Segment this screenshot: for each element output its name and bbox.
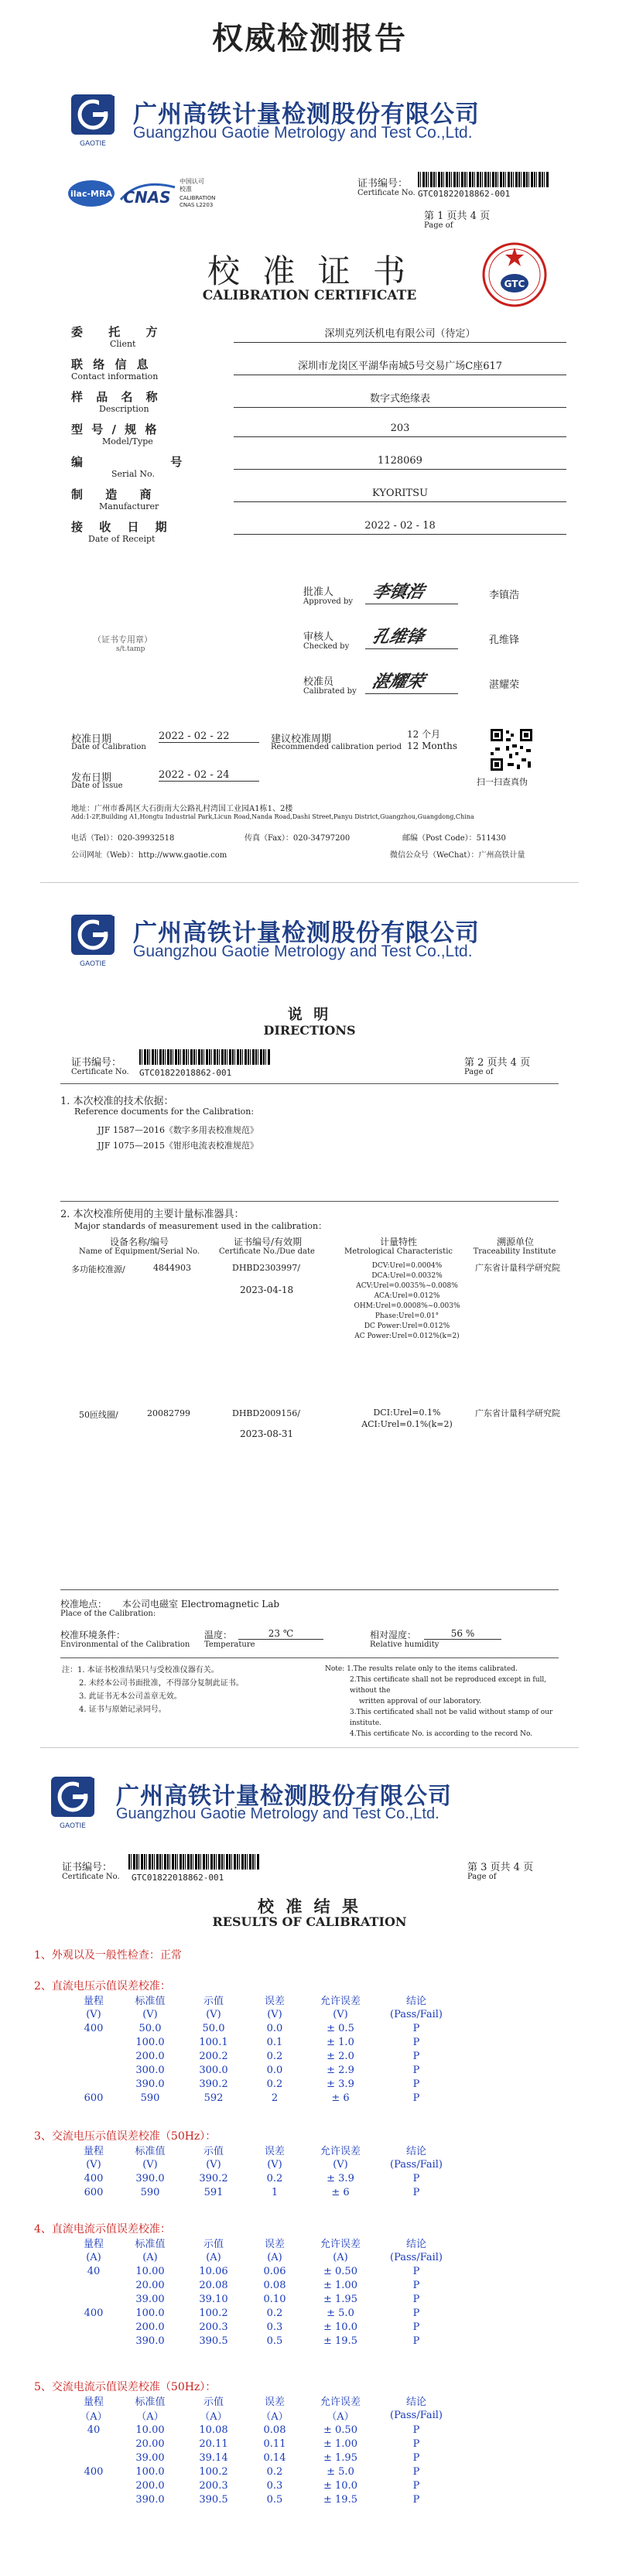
temp-label-en: Temperature (204, 1640, 255, 1649)
field-label-cn: 制 造 商 (71, 487, 161, 501)
env-label-en: Environmental of the Calibration (60, 1640, 190, 1649)
page-indicator-en: Page of (424, 221, 453, 230)
results-table-dci (68, 2236, 455, 2348)
table-row: 39.00 39.10 0.10 ± 1.95 P (135, 2293, 420, 2305)
address-cn: 地址：广州市番禺区大石街南大公路礼村湾国工业园A1栋1、2楼 (71, 805, 293, 813)
interval-value: 12 个月 12 Months (407, 729, 458, 751)
cal-date-value: 2022 - 02 - 22 (159, 730, 259, 743)
issue-date-label-en: Date of Issue (71, 782, 123, 790)
cal-date-label-cn: 校准日期 (71, 734, 112, 745)
place-label-cn: 校准地点： (60, 1599, 108, 1610)
table-row: 600 590 591 1 ± 6 P (84, 2186, 420, 2198)
ilac-logo (67, 178, 116, 209)
stamp-note-en: s/t.tamp (116, 645, 145, 653)
svg-text:GTC: GTC (504, 279, 525, 289)
cert-no-label-en: Certificate No. (71, 1068, 129, 1076)
barcode-icon (128, 1854, 260, 1870)
field-receipt-date (71, 518, 566, 551)
table-unit-row: (A) (A) (A) (A) (A) (Pass/Fail) (86, 2251, 443, 2263)
certificate-title-cn: 校 准 证 书 (207, 252, 412, 290)
table-row: 40 10.00 10.06 0.06 ± 0.50 P (87, 2265, 420, 2277)
signer-name: 孔维锋 (489, 635, 520, 646)
results-table (68, 2393, 455, 2506)
signature-approved: 李镇浩 (370, 582, 427, 602)
std-spec: DCI:Urel=0.1% ACI:Urel=0.1%(k=2) (361, 1408, 453, 1429)
field-label-en: Manufacturer (99, 501, 159, 511)
humidity-label-cn: 相对湿度： (370, 1630, 417, 1640)
directions-title-en: DIRECTIONS (263, 1023, 356, 1038)
svg-text:GAOTIE: GAOTIE (60, 1822, 86, 1830)
table-row: 39.00 39.14 0.14 ± 1.95 P (135, 2451, 420, 2464)
signer-role-en: Checked by (303, 642, 350, 651)
cert-no-label-cn: 证书编号： (62, 1862, 113, 1873)
svg-text:GAOTIE: GAOTIE (80, 960, 106, 968)
signature-checked: 孔维锋 (370, 627, 427, 647)
field-value: KYORITSU (234, 487, 566, 502)
field-contact (71, 356, 566, 388)
section-title: 3、交流电压示值误差校准（50Hz）： (34, 2130, 217, 2143)
stamp-note-cn: （证书专用章） (93, 635, 152, 645)
std-header-cn: 证书编号/有效期 (233, 1237, 303, 1247)
std-institute: 广东省计量科学研究院 (475, 1263, 560, 1273)
std-header-cn: 计量特性 (379, 1237, 417, 1247)
signer-approved (303, 582, 559, 627)
interval-label-cn: 建议校准周期 (271, 734, 332, 745)
field-model (71, 421, 566, 453)
field-label-cn: 委 托 方 (71, 325, 169, 339)
notes-en: Note: 1.The results relate only to the items calibrated. 2.This certificate shall not be reproduced except in full, without the written approval of our laboratory. 3.This certificated shall not be valid without stamp of our institute. 4.This certificate No. is according to the record No. (325, 1665, 553, 1738)
std-due: 2023-08-31 (240, 1428, 294, 1439)
cert-no-label-cn: 证书编号： (71, 1057, 122, 1069)
results-table (68, 2143, 455, 2199)
field-value: 2022 - 02 - 18 (234, 520, 566, 535)
table-row: 200.0 200.2 0.2 ± 2.0 P (135, 2050, 420, 2062)
appearance-check: 1、外观以及一般性检查：正常 (34, 1949, 182, 1962)
field-client (71, 323, 566, 356)
cal-date-label-en: Date of Calibration (71, 743, 146, 751)
field-label-cn: 接 收 日 期 (71, 520, 173, 534)
signer-role-en: Calibrated by (303, 687, 357, 696)
cert-no-label-en: Certificate No. (357, 189, 416, 197)
results-title-en: RESULTS OF CALIBRATION (212, 1914, 407, 1929)
std-name: 50匝线圈/ (79, 1410, 118, 1420)
qr-caption: 扫一扫查真伪 (477, 777, 528, 787)
table-row: 20.00 20.08 0.08 ± 1.00 P (135, 2279, 420, 2291)
std-header-cn: 设备名称/编号 (109, 1237, 169, 1247)
cnas-logo (116, 176, 178, 210)
field-label-en: Client (110, 339, 136, 349)
signer-name: 湛耀荣 (489, 679, 520, 691)
std-due: 2023-04-18 (240, 1285, 294, 1295)
rule-line (60, 1201, 559, 1202)
cnas-caption-en: CALIBRATION CNAS L2203 (180, 195, 216, 208)
tech-docs-title-en: Reference documents for the Calibration: (74, 1107, 255, 1117)
address-en: Add:1-2F,Building A1,Hongtu Industrial Park,Licun Road,Nanda Road,Dashi Street,Panyu District,Guangzhou,Guangdong,China (71, 813, 474, 820)
humidity-label-en: Relative humidity (370, 1640, 439, 1649)
standards-title-cn: 2. 本次校准所使用的主要计量标准器具： (60, 1209, 245, 1220)
table-header-row: 量程 标准值 示值 误差 允许误差 结论 (83, 2239, 426, 2250)
table-row: 400 100.0 100.2 0.2 ± 5.0 P (84, 2465, 420, 2478)
signer-checked (303, 627, 559, 672)
table-row: 200.0 200.3 0.3 ± 10.0 P (135, 2321, 420, 2333)
field-serial (71, 453, 566, 486)
barcode-icon (139, 1049, 271, 1065)
certificate-title-en: CALIBRATION CERTIFICATE (202, 288, 417, 303)
field-value: 1128069 (234, 455, 566, 470)
field-label-cn: 型 号 / 规 格 (71, 422, 159, 436)
svg-text:ilac-MRA: ilac-MRA (70, 189, 112, 199)
std-header-en: Traceability Institute (473, 1247, 556, 1256)
std-serial: 4844903 (153, 1263, 191, 1273)
std-cert: DHBD2303997/ (232, 1263, 301, 1273)
std-name: 多功能校准源/ (71, 1264, 125, 1274)
notes-cn: 注：1. 本证书校准结果只与受校准仪器有关。 2. 未经本公司书面批准，不得部分复制此证书。 3. 此证书无本公司盖章无效。 4. 证书与原始记录同号。 (62, 1666, 244, 1714)
signer-role-cn: 校准员 (303, 676, 334, 688)
tel: 电话（Tel）：020-39932518 (71, 834, 175, 843)
std-header-en: Metrological Characteristic (344, 1247, 453, 1256)
table-row: 40 10.00 10.08 0.08 ± 0.50 P (87, 2424, 420, 2436)
std-institute: 广东省计量科学研究院 (475, 1408, 560, 1418)
table-row: 20.00 20.11 0.11 ± 1.00 P (135, 2437, 420, 2450)
table-unit-row: （A） （A） （A） （A） （A） (Pass/Fail) (80, 2410, 443, 2423)
signer-role-en: Approved by (303, 597, 354, 606)
field-value: 深圳市龙岗区平湖华南城5号交易广场C座617 (234, 357, 566, 375)
table-row: 300.0 300.0 0.0 ± 2.9 P (135, 2064, 420, 2076)
std-header-cn: 溯源单位 (496, 1237, 534, 1247)
std-header-en: Certificate No./Due date (219, 1247, 315, 1256)
field-label-cn: 联 络 信 息 (71, 357, 152, 371)
cert-no-label-en: Certificate No. (62, 1873, 120, 1881)
env-label-cn: 校准环境条件： (60, 1630, 126, 1640)
rule-line (60, 1083, 559, 1084)
signer-role-cn: 批准人 (303, 587, 334, 598)
page-indicator-cn: 第 2 页共 4 页 (464, 1057, 531, 1069)
field-value: 203 (234, 422, 566, 437)
signer-role-cn: 审核人 (303, 631, 334, 643)
company-name-cn: 广州高铁计量检测股份有限公司 (116, 1783, 452, 1810)
cert-no-label-cn: 证书编号： (357, 178, 409, 190)
page-indicator-cn: 第 1 页共 4 页 (424, 210, 491, 222)
section-title: 4、直流电流示值误差校准： (34, 2223, 171, 2236)
field-value: 数字式绝缘表 (234, 390, 566, 408)
company-name-en: Guangzhou Gaotie Metrology and Test Co.,Ltd. (133, 124, 473, 142)
field-value: 深圳克列沃机电有限公司（待定） (234, 325, 566, 343)
std-serial: 20082799 (147, 1408, 190, 1418)
standards-title-en: Major standards of measurement used in the calibration： (74, 1221, 327, 1231)
section-title: 2、直流电压示值误差校准： (34, 1980, 171, 1993)
company-name-en: Guangzhou Gaotie Metrology and Test Co.,Ltd. (133, 942, 473, 960)
field-description (71, 388, 566, 421)
results-table (68, 1993, 455, 2105)
rule-line (60, 1589, 559, 1590)
table-row: 200.0 200.3 0.3 ± 10.0 P (135, 2479, 420, 2492)
table-row: 600 590 592 2 ± 6 P (84, 2092, 420, 2104)
barcode-icon (418, 172, 549, 187)
svg-text:GAOTIE: GAOTIE (80, 140, 106, 148)
company-name-en: Guangzhou Gaotie Metrology and Test Co.,Ltd. (116, 1805, 439, 1822)
table-unit-row: (V) (V) (V) (V) (V) (Pass/Fail) (86, 2008, 443, 2020)
cnas-caption-cn: 中国认可 校准 (180, 178, 204, 193)
rule-line (60, 1657, 559, 1658)
tech-doc-item: JJF 1075—2015《钳形电流表校准规范》 (97, 1141, 258, 1151)
company-logo (48, 1774, 97, 1834)
std-cert: DHBD2009156/ (232, 1408, 301, 1418)
page-indicator-en: Page of (467, 1873, 497, 1881)
issue-date-value: 2022 - 02 - 24 (159, 769, 259, 782)
svg-text:CNAS: CNAS (123, 188, 171, 207)
company-seal-icon (480, 240, 549, 310)
temp-label-cn: 温度： (204, 1630, 233, 1640)
table-unit-row: (V) (V) (V) (V) (V) (Pass/Fail) (86, 2158, 443, 2171)
field-label-cn: 样 品 名 称 (71, 390, 162, 404)
company-logo (68, 91, 118, 152)
website-link[interactable]: 公司网址（Web）：http://www.gaotie.com (71, 851, 227, 860)
field-manufacturer (71, 486, 566, 518)
company-name-cn: 广州高铁计量检测股份有限公司 (133, 101, 480, 128)
company-logo (68, 912, 118, 972)
cert-no-value: GTC01822018862-001 (132, 1873, 224, 1883)
results-table (68, 2236, 455, 2348)
interval-label-en: Recommended calibration period (271, 743, 402, 751)
field-label-en: Contact information (71, 371, 159, 381)
field-label-en: Description (99, 404, 149, 414)
page-divider (40, 882, 579, 883)
table-header-row: 量程 标准值 示值 误差 允许误差 结论 (83, 1996, 426, 2007)
table-header-row: 量程 标准值 示值 误差 允许误差 结论 (83, 2396, 426, 2408)
wechat: 微信公众号（WeChat）：广州高铁计量 (390, 851, 525, 860)
place-value: 本公司电磁室 Electromagnetic Lab (122, 1599, 280, 1610)
cert-no-value: GTC01822018862-001 (139, 1068, 232, 1078)
results-table-aci (68, 2393, 455, 2506)
fax: 传真（Fax）：020-34797200 (245, 834, 351, 843)
signers-block (303, 582, 559, 717)
temp-value: 23 ℃ (238, 1628, 323, 1640)
table-row: 100.0 100.1 0.1 ± 1.0 P (135, 2036, 420, 2048)
post-code: 邮编（Post Code）：511430 (402, 834, 506, 843)
signer-calibrated (303, 672, 559, 717)
page-indicator-en: Page of (464, 1068, 494, 1076)
table-row: 390.0 390.5 0.5 ± 19.5 P (135, 2335, 420, 2347)
std-spec: DCV:Urel=0.0004% DCA:Urel=0.0032% ACV:Urel=0.0035%~0.008% ACA:Urel=0.012% OHM:Urel=0.0008%~0.003% Phase:Urel=0.01° DC Power:Urel=0.012% AC Power:Urel=0.012%(k=2) (354, 1262, 460, 1340)
cert-no-value: GTC01822018862-001 (418, 189, 511, 199)
table-row: 400 100.0 100.2 0.2 ± 5.0 P (84, 2307, 420, 2319)
page-divider (40, 1747, 579, 1748)
field-label-en: Model/Type (102, 436, 153, 446)
company-name-cn: 广州高铁计量检测股份有限公司 (133, 919, 480, 947)
qr-code-icon[interactable] (489, 727, 534, 772)
results-table-dcv (68, 1993, 455, 2105)
place-label-en: Place of the Calibration: (60, 1610, 156, 1618)
directions-title-cn: 说 明 (287, 1006, 332, 1023)
table-row: 390.0 390.5 0.5 ± 19.5 P (135, 2493, 420, 2506)
results-title-cn: 校 准 结 果 (258, 1897, 361, 1916)
table-row: 390.0 390.2 0.2 ± 3.9 P (135, 2078, 420, 2090)
signature-calibrated: 湛耀荣 (370, 672, 427, 692)
signer-name: 李镇浩 (489, 590, 520, 601)
tech-docs-title-cn: 1. 本次校准的技术依据： (60, 1096, 174, 1107)
tech-doc-item: JJF 1587—2016《数字多用表校准规范》 (97, 1125, 258, 1135)
field-label-cn: 编 号 (71, 455, 224, 469)
certificate-fields (71, 323, 566, 551)
table-row: 400 50.0 50.0 0.0 ± 0.5 P (84, 2022, 420, 2034)
document-title: 权威检测报告 (212, 21, 407, 56)
section-title: 5、交流电流示值误差校准（50Hz）： (34, 2381, 217, 2393)
field-label-en: Date of Receipt (88, 534, 156, 544)
page-indicator-cn: 第 3 页共 4 页 (467, 1862, 534, 1873)
results-table-acv (68, 2143, 455, 2199)
table-row: 400 390.0 390.2 0.2 ± 3.9 P (84, 2172, 420, 2184)
std-header-en: Name of Equipment/Serial No. (78, 1247, 200, 1256)
issue-date-label-cn: 发布日期 (71, 772, 112, 784)
table-header-row: 量程 标准值 示值 误差 允许误差 结论 (83, 2146, 426, 2157)
field-label-en: Serial No. (111, 469, 155, 479)
humidity-value: 56 % (424, 1628, 501, 1640)
